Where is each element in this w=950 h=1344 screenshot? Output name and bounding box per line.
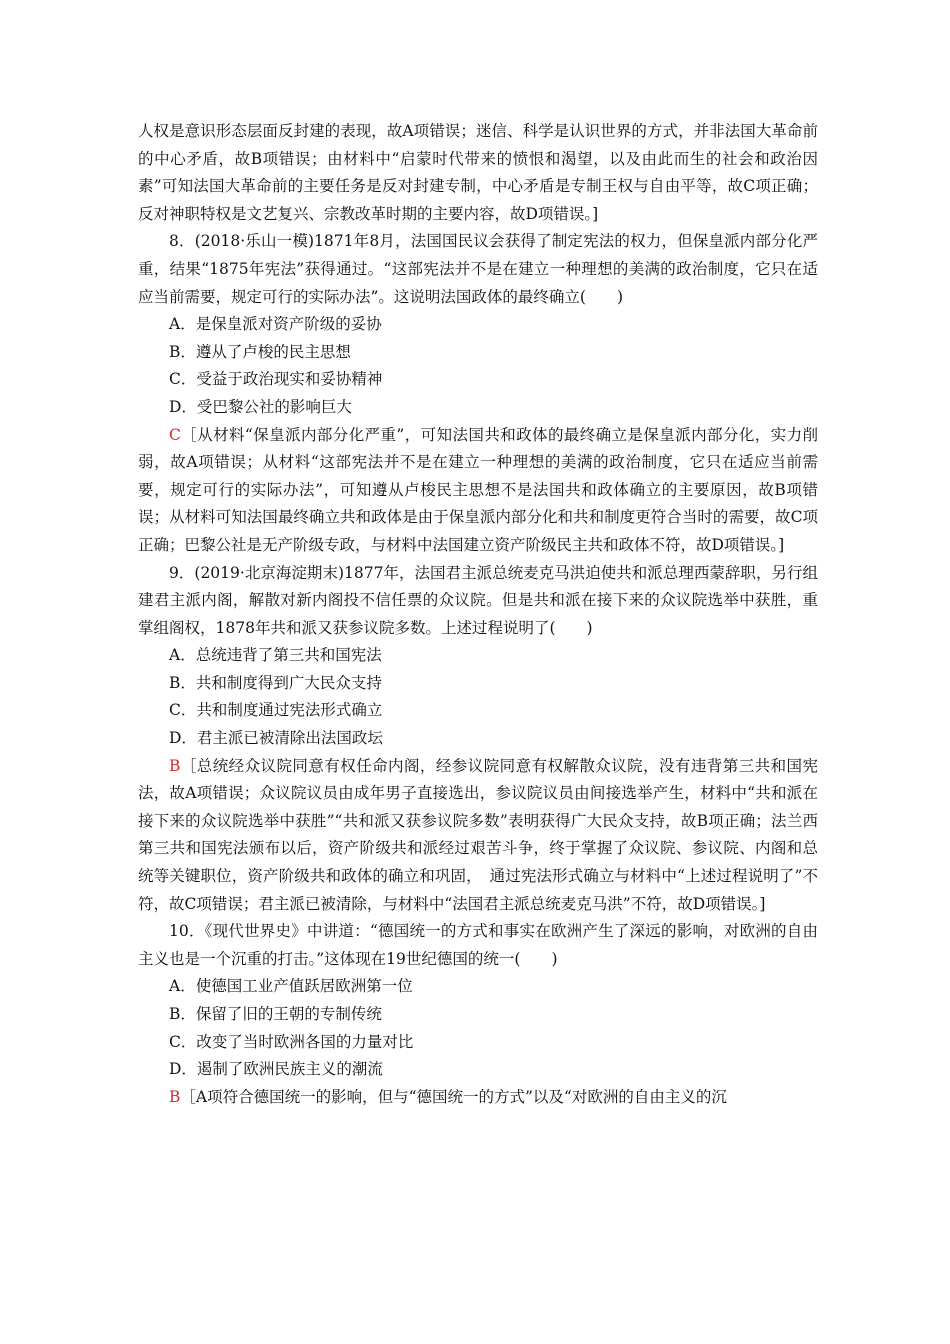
question-10-stem: 10．《现代世界史》中讲道：“德国统一的方式和事实在欧洲产生了深远的影响，对欧洲的自由主义也是一个沉重的打击。”这体现在19世纪德国的统一( ) bbox=[138, 922, 818, 968]
question-9-explanation: ［总统经众议院同意有权任命内阁，经参议院同意有权解散众议院，没有违背第三共和国宪法，故A项错误；众议院议员由成年男子直接选出，参议院议员由间接选举产生，材料中“共和派在接下来的众议院选举中获胜”“共和派又获参议院多数”表明获得广大民众支持，故B项正确；法兰西第三共和国宪法颁布以后，资产阶级共和派经过艰苦斗争，终于掌握了众议院、参议院、内阁和总统等关键职位，资产阶级共和政体的确立和巩固， 通过宪法形式确立与材料中“上述过程说明了”不符，故C项错误；君主派已被清除，与材料中“法国君主派总统麦克马洪”不符，故D项错误。] bbox=[138, 756, 818, 913]
question-10-option-b: B．保留了旧的王朝的专制传统 bbox=[169, 1005, 382, 1023]
question-8-option-c: C．受益于政治现实和妥协精神 bbox=[169, 370, 383, 389]
question-8-explanation: ［从材料“保皇派内部分化严重”，可知法国共和政体的最终确立是保皇派内部分化，实力削弱，故A项错误；从材料“这部宪法并不是在建立一种理想的美满的政治制度，它只在适应当前需要，规定可行的实际办法”，可知遵从卢梭民主思想不是法国共和政体确立的主要原因，故B项错误；从材料可知法国最终确立共和政体是由于保皇派内部分化和共和制度更符合当时的需要，故C项正确；巴黎公社是无产阶级专政，与材料中法国建立资产阶级民主共和政体不符，故D项错误。] bbox=[138, 425, 818, 554]
question-8-answer-block bbox=[138, 422, 818, 560]
question-10-option-a: A．使德国工业产值跃居欧洲第一位 bbox=[169, 977, 413, 996]
question-10-explanation: ［A项符合德国统一的影响，但与“德国统一的方式”以及“对欧洲的自由主义的沉 bbox=[180, 1087, 727, 1106]
question-9-option-b: B．共和制度得到广大民众支持 bbox=[169, 673, 382, 692]
question-8-option-d: D．受巴黎公社的影响巨大 bbox=[169, 397, 352, 416]
question-9-option-a: A．总统违背了第三共和国宪法 bbox=[169, 646, 382, 665]
question-8-answer: C bbox=[169, 425, 181, 444]
question-9-answer-block bbox=[138, 753, 818, 919]
question-10-option-d: D．遏制了欧洲民族主义的潮流 bbox=[169, 1060, 383, 1079]
previous-explanation-continuation: 人权是意识形态层面反封建的表现，故A项错误；迷信、科学是认识世界的方式，并非法国大革命前的中心矛盾，故B项错误；由材料中“启蒙时代带来的愤恨和渴望，以及由此而生的社会和政治因素”可知法国大革命前的主要任务是反对封建专制，中心矛盾是专制王权与自由平等，故C项正确；反对神职特权是文艺复兴、宗教改革时期的主要内容，故D项错误。] bbox=[138, 122, 818, 223]
question-9-stem: 9．(2019·北京海淀期末)1877年，法国君主派总统麦克马洪迫使共和派总理西蒙辞职，另行组建君主派内阁，解散对新内阁投不信任票的众议院。但是共和派在接下来的众议院选举中获胜，重掌组阁权，1878年共和派又获参议院多数。上述过程说明了( ) bbox=[138, 563, 818, 637]
document-page bbox=[138, 118, 818, 1111]
question-8-option-b: B．遵从了卢梭的民主思想 bbox=[169, 342, 351, 361]
question-8-stem: 8．(2018·乐山一模)1871年8月，法国国民议会获得了制定宪法的权力，但保皇派内部分化严重，结果“1875年宪法”获得通过。“这部宪法并不是在建立一种理想的美满的政治制度，它只在适应当前需要，规定可行的实际办法”。这说明法国政体的最终确立( ) bbox=[138, 232, 818, 306]
question-10-answer: B bbox=[169, 1087, 181, 1106]
question-10-answer-block bbox=[138, 1084, 818, 1112]
question-8-option-a: A．是保皇派对资产阶级的妥协 bbox=[169, 315, 382, 334]
question-10-option-c: C．改变了当时欧洲各国的力量对比 bbox=[169, 1032, 414, 1051]
question-9-option-c: C．共和制度通过宪法形式确立 bbox=[169, 701, 383, 720]
question-9-option-d: D．君主派已被清除出法国政坛 bbox=[169, 729, 383, 748]
question-9-answer: B bbox=[169, 756, 181, 775]
